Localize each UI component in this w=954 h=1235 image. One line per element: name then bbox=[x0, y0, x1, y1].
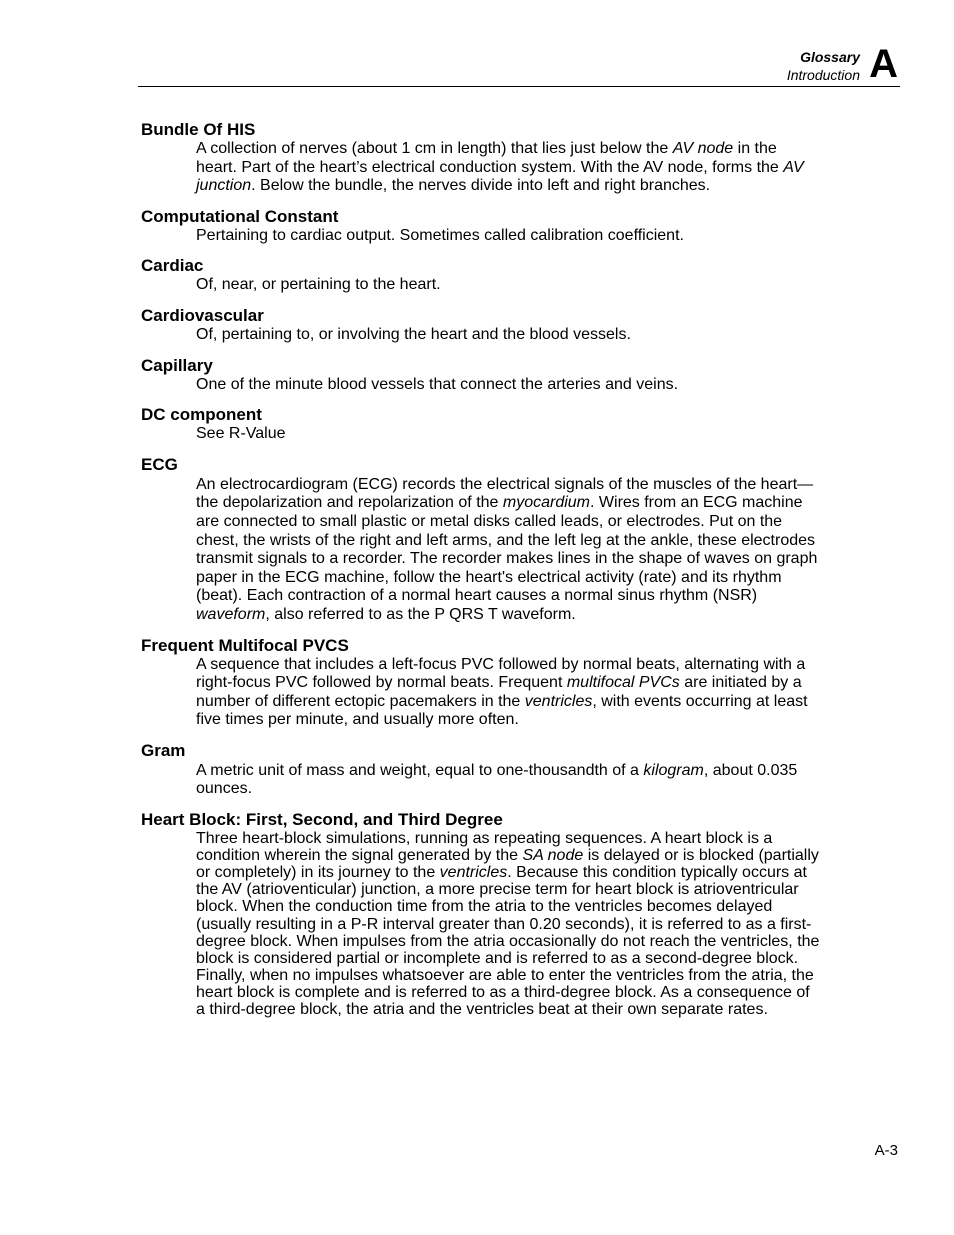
definition-text: A collection of nerves (about 1 cm in length) that lies just below the bbox=[196, 140, 673, 157]
definition-text: , about 0.035 ounces. bbox=[196, 761, 798, 798]
definition-text: . Wires from an ECG machine are connected to small plastic or metal disks called leads, or electrodes. Put on the chest, the wrists of the right and left arms, and the left leg at the ankle, these electrodes transmit signals to a recorder. The recorder makes lines in the shape of waves on graph paper in the ECG machine, follow the heart's electrical activity (rate) and its rhythm (beat). Each contraction of a normal heart causes a normal sinus rhythm (NSR) bbox=[196, 494, 818, 605]
definition-text: A sequence that includes a left-focus PVC followed by normal beats, alternating with a right-focus PVC followed by normal beats. Frequent bbox=[196, 655, 806, 692]
glossary-term: Cardiac bbox=[141, 256, 204, 276]
glossary-term: DC component bbox=[141, 405, 262, 425]
definition-text: An electrocardiogram (ECG) records the electrical signals of the muscles of the heart—the depolarization and repolarization of the bbox=[196, 475, 814, 512]
glossary-term: Frequent Multifocal PVCS bbox=[141, 635, 349, 655]
glossary-entry-cardiovascular bbox=[141, 306, 821, 345]
definition-text: , also referred to as the P QRS T waveform. bbox=[265, 605, 576, 623]
glossary-definition bbox=[196, 656, 821, 730]
definition-text: , with events occurring at least five times per minute, and usually more often. bbox=[196, 692, 808, 729]
header-title: Glossary bbox=[800, 49, 860, 65]
glossary-definition bbox=[196, 227, 821, 246]
glossary-definition bbox=[196, 762, 821, 799]
glossary-term: Capillary bbox=[141, 355, 213, 375]
definition-italic: SA node bbox=[522, 847, 584, 865]
definition-text: Pertaining to cardiac output. Sometimes called calibration coefficient. bbox=[196, 226, 684, 244]
glossary-entry-gram bbox=[141, 741, 821, 799]
definition-italic: kilogram bbox=[643, 761, 704, 779]
definition-text: is delayed or is blocked (partially or completely) in its journey to the bbox=[196, 847, 819, 882]
glossary-entry-dc-component bbox=[141, 405, 821, 444]
glossary-content bbox=[141, 120, 821, 1029]
glossary-entry-frequent-multifocal-pvcs bbox=[141, 636, 821, 730]
glossary-term: Heart Block: First, Second, and Third Degree bbox=[141, 810, 503, 830]
glossary-term: Gram bbox=[141, 740, 186, 760]
glossary-term: Cardiovascular bbox=[141, 305, 264, 325]
page-header bbox=[138, 44, 900, 87]
appendix-letter: A bbox=[869, 42, 898, 86]
definition-text: One of the minute blood vessels that connect the arteries and veins. bbox=[196, 375, 679, 393]
definition-italic: AV node bbox=[672, 140, 734, 157]
glossary-entry-heart-block bbox=[141, 810, 821, 1018]
glossary-entry-ecg bbox=[141, 455, 821, 625]
glossary-definition bbox=[196, 476, 821, 625]
glossary-definition bbox=[196, 830, 821, 1018]
definition-text: are initiated by a number of different ectopic pacemakers in the bbox=[196, 674, 802, 710]
definition-text: Three heart-block simulations, running as repeating sequences. A heart block is a condition wherein the signal generated by the bbox=[196, 830, 773, 865]
definition-text: . Because this condition typically occurs at the AV (atrioventicular) junction, a more precise term for heart block is atrioventricular block. When the conduction time from the atria to the ventricles becomes delayed (usually resulting in a P-R interval greater than 0.20 seconds), it is referred to as a first-degree block. When impulses from the atria occasionally do not reach the ventricles, the block is considered partial or incomplete and is referred to as a second-degree block. Finally, when no impulses whatsoever are able to enter the ventricles from the atria, the heart block is complete and is referred to as a third-degree block. As a consequence of a third-degree block, the atria and the ventricles beat at their own separate rates. bbox=[196, 864, 820, 1018]
glossary-definition bbox=[196, 276, 821, 295]
definition-text: A metric unit of mass and weight, equal to one-thousandth of a bbox=[196, 761, 644, 779]
definition-italic: myocardium bbox=[502, 494, 591, 512]
glossary-definition bbox=[196, 140, 821, 196]
glossary-definition bbox=[196, 376, 821, 395]
glossary-definition bbox=[196, 326, 821, 345]
definition-italic: ventricles bbox=[524, 692, 593, 710]
definition-text: See R-Value bbox=[196, 425, 286, 443]
page-number: A-3 bbox=[874, 1142, 898, 1159]
definition-text: Of, pertaining to, or involving the heart and the blood vessels. bbox=[196, 325, 631, 343]
definition-text: . Below the bundle, the nerves divide into left and right branches. bbox=[251, 177, 711, 195]
definition-text: in the heart. Part of the heart’s electrical conduction system. With the AV node, forms the bbox=[196, 140, 784, 176]
header-subtitle: Introduction bbox=[786, 67, 860, 83]
definition-italic: waveform bbox=[196, 605, 266, 623]
glossary-term: Bundle Of HIS bbox=[141, 120, 256, 139]
glossary-entry-cardiac bbox=[141, 256, 821, 295]
definition-italic: ventricles bbox=[439, 864, 508, 882]
glossary-definition bbox=[196, 425, 821, 444]
glossary-entry-capillary bbox=[141, 356, 821, 395]
glossary-term: Computational Constant bbox=[141, 206, 339, 226]
definition-text: Of, near, or pertaining to the heart. bbox=[196, 276, 441, 294]
header-text bbox=[787, 48, 860, 84]
glossary-term: ECG bbox=[141, 454, 178, 474]
glossary-entry-computational-constant bbox=[141, 207, 821, 246]
glossary-entry-bundle-of-his bbox=[141, 120, 821, 196]
definition-italic: multifocal PVCs bbox=[566, 674, 680, 692]
definition-italic: AV junction bbox=[196, 158, 804, 195]
